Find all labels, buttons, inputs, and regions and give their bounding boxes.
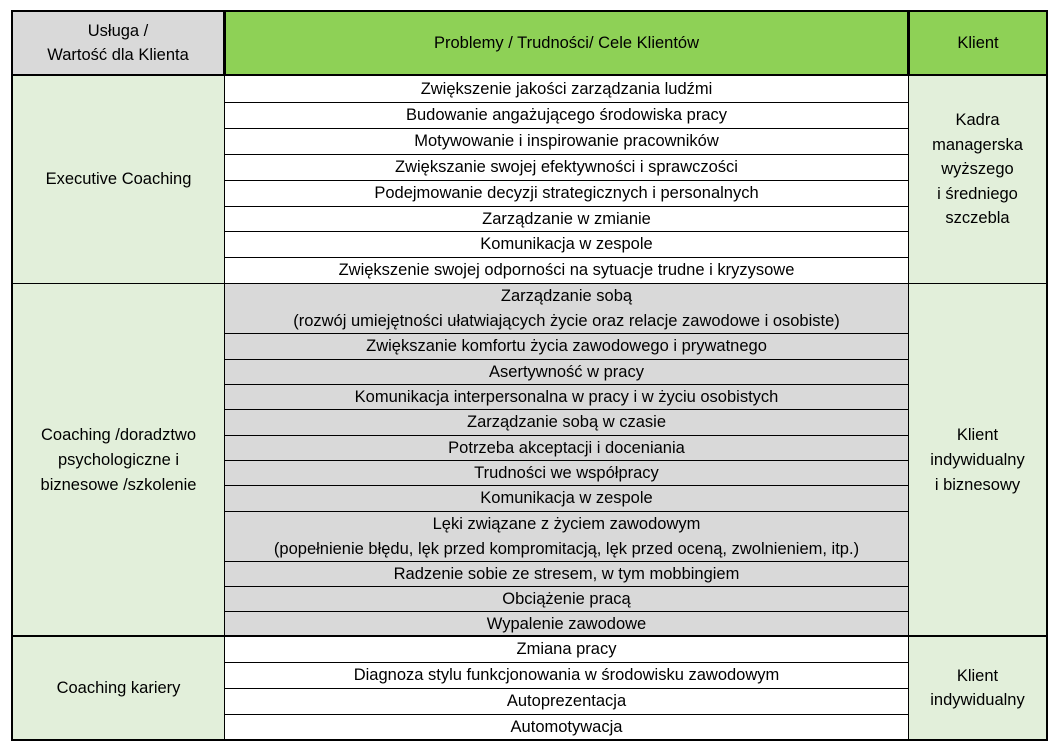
header-problems: Problemy / Trudności/ Cele Klientów (224, 10, 909, 76)
problem-row: Wypalenie zawodowe (224, 611, 909, 637)
header-client: Klient (908, 10, 1048, 76)
problem-row: Radzenie sobie ze stresem, w tym mobbingiem (224, 561, 909, 587)
problem-row: Zwiększanie komfortu życia zawodowego i prywatnego (224, 333, 909, 360)
problem-row: Diagnoza stylu funkcjonowania w środowisku zawodowym (224, 662, 909, 689)
problem-row: Zwiększenie swojej odporności na sytuacje trudne i kryzysowe (224, 257, 909, 284)
problem-row: Komunikacja w zespole (224, 231, 909, 258)
problem-row: Obciążenie pracą (224, 586, 909, 612)
problem-row: Motywowanie i inspirowanie pracowników (224, 128, 909, 155)
service-executive-coaching: Executive Coaching (11, 75, 225, 284)
client-individual-business: Klient indywidualny i biznesowy (908, 283, 1048, 637)
problem-row: Trudności we współpracy (224, 460, 909, 486)
problem-row: Zarządzanie sobą (rozwój umiejętności ułatwiających życie oraz relacje zawodowe i osobiste) (224, 283, 909, 334)
problem-row: Automotywacja (224, 714, 909, 740)
service-coaching-doradztwo: Coaching /doradztwo psychologiczne i biznesowe /szkolenie (11, 283, 225, 637)
table-bottom-border (11, 739, 1048, 741)
problem-row: Zwiększanie swojej efektywności i sprawczości (224, 154, 909, 181)
problem-row: Zarządzanie w zmianie (224, 206, 909, 232)
problem-row: Budowanie angażującego środowiska pracy (224, 102, 909, 129)
problem-row: Podejmowanie decyzji strategicznych i personalnych (224, 180, 909, 207)
client-individual: Klient indywidualny (908, 636, 1048, 740)
client-executive: Kadra managerska wyższego i średniego szczebla (908, 75, 1048, 284)
problem-row: Zarządzanie sobą w czasie (224, 409, 909, 436)
section-divider (11, 635, 1048, 637)
service-coaching-kariery: Coaching kariery (11, 636, 225, 740)
problem-row: Autoprezentacja (224, 688, 909, 715)
problem-row: Asertywność w pracy (224, 359, 909, 385)
problem-row: Zwiększenie jakości zarządzania ludźmi (224, 75, 909, 103)
problem-row: Zmiana pracy (224, 636, 909, 663)
problem-row: Komunikacja interpersonalna w pracy i w życiu osobistych (224, 384, 909, 410)
problem-row: Potrzeba akceptacji i doceniania (224, 435, 909, 461)
header-service: Usługa / Wartość dla Klienta (11, 10, 225, 76)
problem-row: Lęki związane z życiem zawodowym (popełnienie błędu, lęk przed kompromitacją, lęk przed oceną, zwolnieniem, itp.) (224, 511, 909, 562)
problem-row: Komunikacja w zespole (224, 485, 909, 512)
